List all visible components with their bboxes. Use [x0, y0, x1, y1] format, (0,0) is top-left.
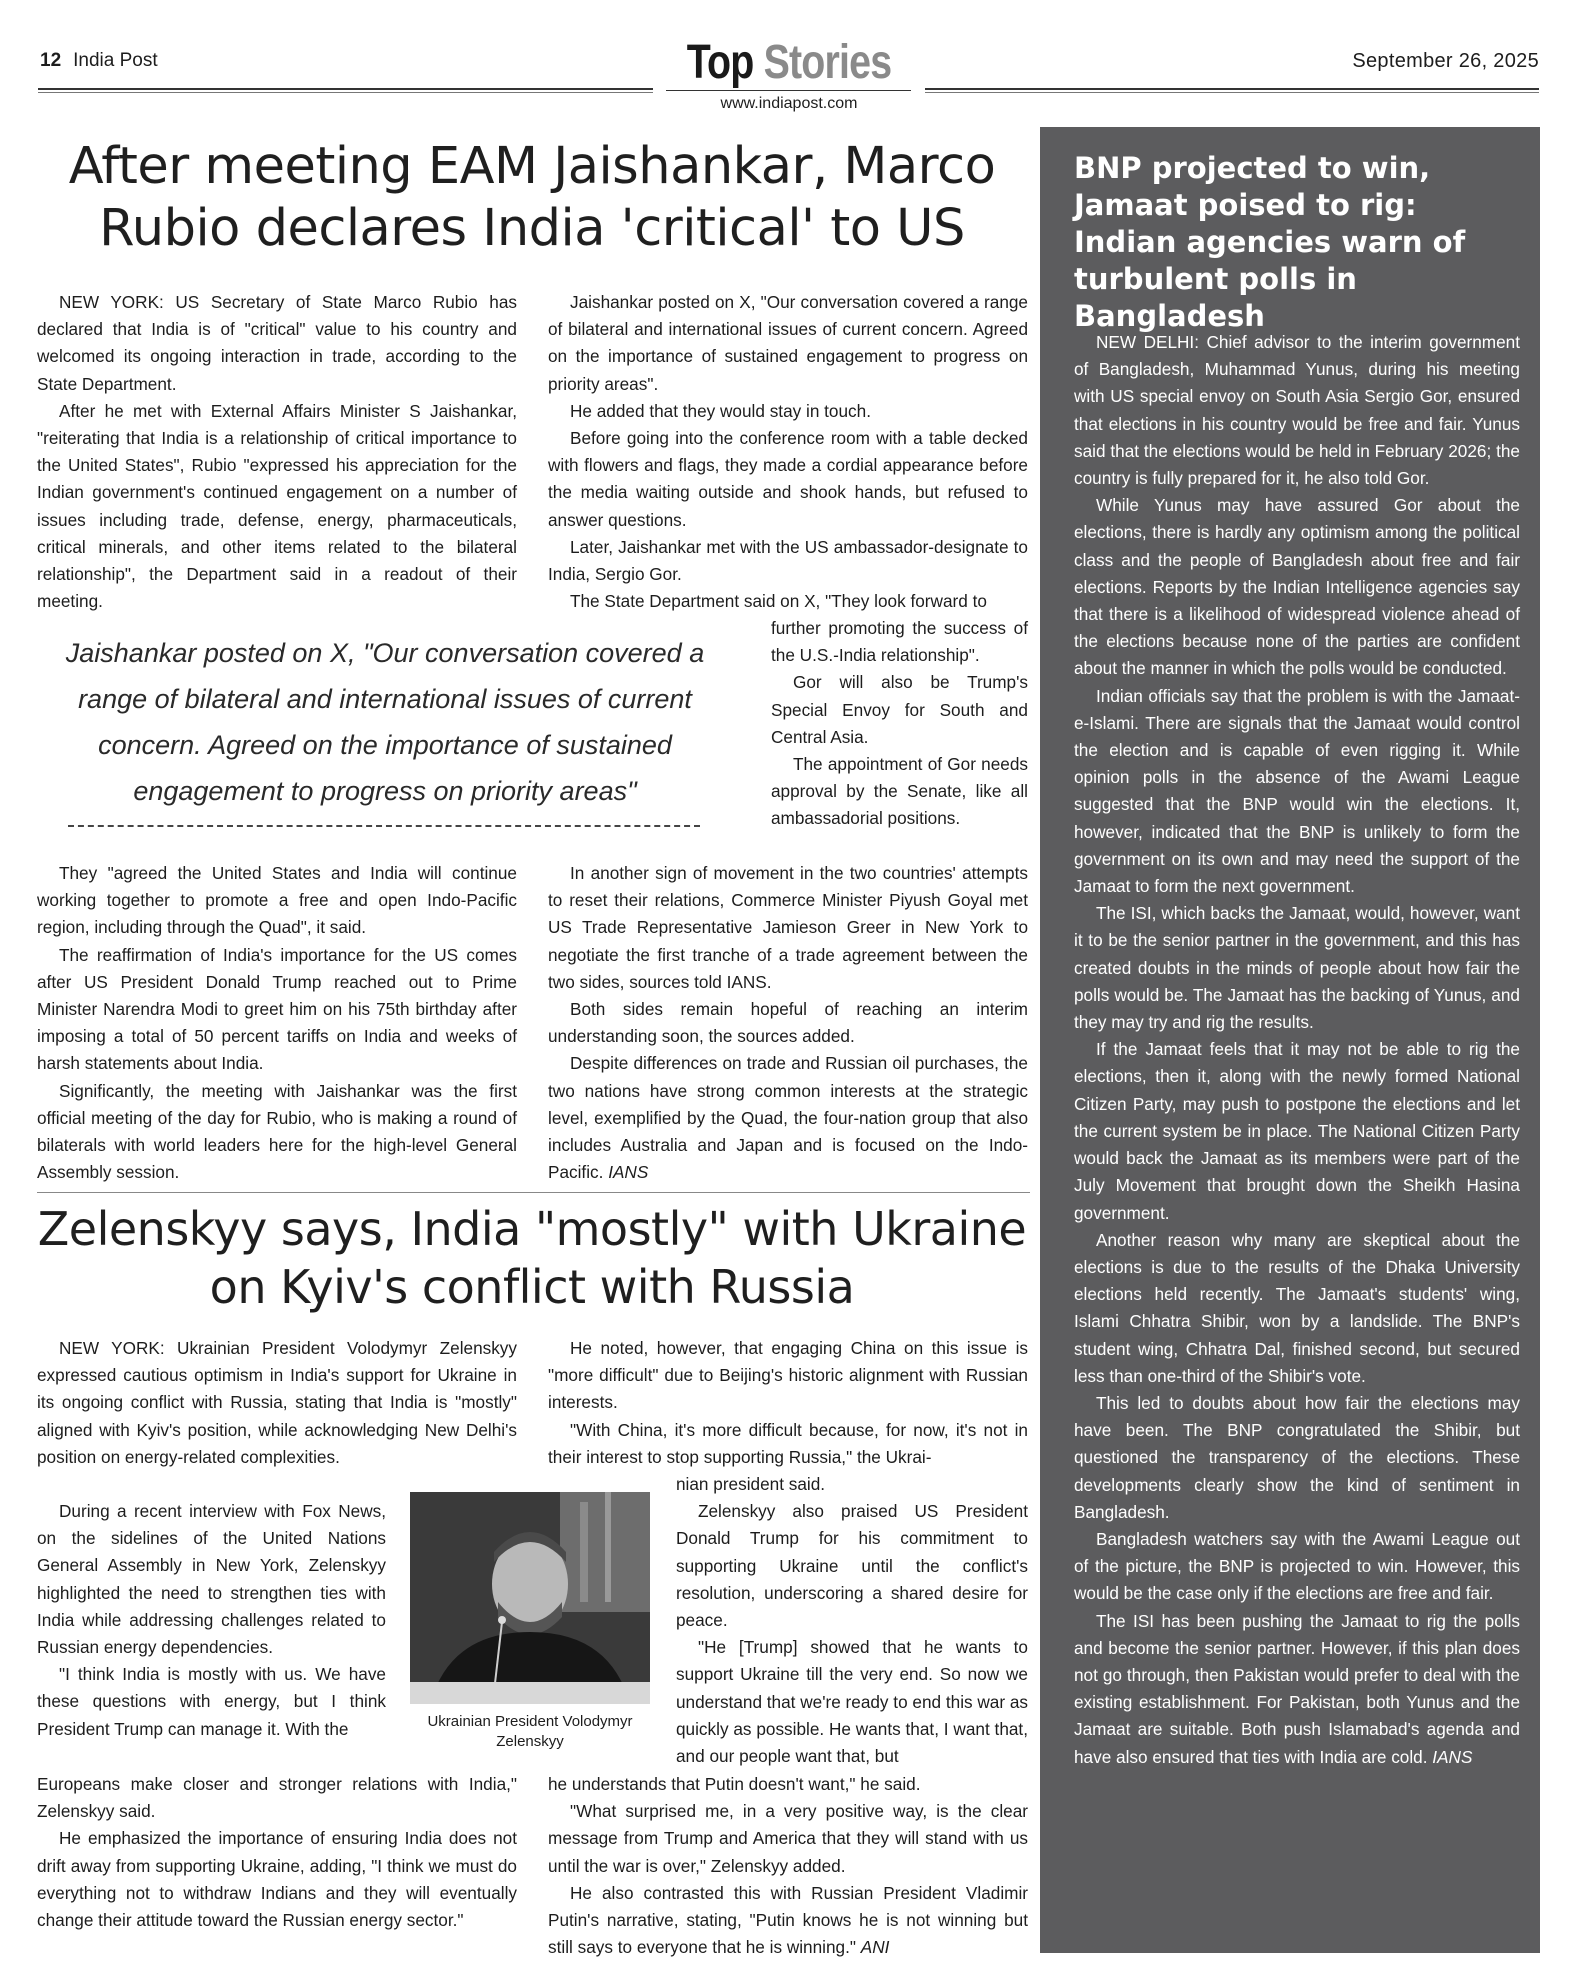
paragraph: NEW DELHI: Chief advisor to the interim government of Bangladesh, Muhammad Yunus, during his meeting with US special envoy on South Asia Sergio Gor, ensured that elections in his country would be free and fair. Yunus said that the elections would be held in February 2026; the country is fully prepared for it, he also told Gor.	[1074, 332, 1520, 489]
paragraph: The reaffirmation of India's importance for the US comes after US President Donald Trump reached out to Prime Minister Narendra Modi to greet him on his 75th birthday after imposing a total of 50 percent tariffs on India and weeks of harsh statements about India.	[37, 944, 517, 1074]
paragraph: Bangladesh watchers say with the Awami League out of the picture, the BNP is projected to win. However, this would be the case only if the elections are free and fair.	[1074, 1528, 1520, 1604]
sidebar-credit: IANS	[1432, 1746, 1473, 1767]
article2-col2-bottom	[548, 1771, 1028, 1961]
paragraph: The appointment of Gor needs approval by the Senate, like all ambassadorial positions.	[771, 754, 1028, 829]
brand-word-1: Top	[686, 36, 754, 89]
article1-col1-top	[37, 289, 517, 615]
article1-col2-bottom	[548, 860, 1028, 1186]
brand-word-2: Stories	[763, 36, 892, 89]
paragraph-text: He also contrasted this with Russian President Vladimir Putin's narrative, stating, "Putin knows he is not winning but still says to everyone that he is winning."	[548, 1882, 1028, 1958]
paragraph: Zelenskyy also praised US President Donald Trump for his commitment to supporting Ukraine until the conflict's resolution, underscoring a shared desire for peace.	[676, 1501, 1028, 1631]
paragraph-text: The ISI has been pushing the Jamaat to rig the polls and become the senior partner. However, if this plan does not go through, then Pakistan would prefer to deal with the existing establishment. For Pakistan, both Yunus and the Jamaat are suitable. Both push Islamabad's agenda and have also ensured that ties with India are cold.	[1074, 1610, 1520, 1767]
paragraph	[548, 1880, 1028, 1962]
paragraph-text: Despite differences on trade and Russian oil purchases, the two nations have strong common interests at the strategic level, exemplified by the Quad, the four-nation group that also includes Australia and Japan and is focused on the Indo-Pacific.	[548, 1053, 1028, 1183]
article1-headline-line1: After meeting EAM Jaishankar, Marco	[68, 137, 996, 196]
article1-credit: IANS	[608, 1162, 649, 1183]
paragraph: Gor will also be Trump's Special Envoy for South and Central Asia.	[771, 672, 1028, 747]
article2-headline	[32, 1200, 1032, 1316]
sidebar-headline: BNP projected to win, Jamaat poised to rig: Indian agencies warn of turbulent polls in Bangladesh	[1074, 151, 1466, 333]
paragraph: Both sides remain hopeful of reaching an interim understanding soon, the sources added.	[548, 999, 1028, 1047]
paragraph: This led to doubts about how fair the elections may have been. The BNP congratulated the Shibir, but questioned the transparency of the elections. These developments clearly show the kind of sentiment in Bangladesh.	[1074, 1392, 1520, 1522]
paragraph: After he met with External Affairs Minister S Jaishankar, "reiterating that India is a relationship of critical importance to the United States", Rubio "expressed his appreciation for the Indian government's continued engagement on a number of issues including trade, defense, energy, pharmaceuticals, critical minerals, and other items related to the bilateral relationship", the Department said in a readout of their meeting.	[37, 400, 517, 612]
page-number-label	[40, 50, 158, 72]
issue-date: September 26, 2025	[1352, 50, 1539, 72]
pull-quote: Jaishankar posted on X, "Our conversation covered a range of bilateral and international issues of current concern. Agreed on the importance of sustained engagement to progress on priority areas"	[65, 638, 705, 806]
zelenskyy-photo	[410, 1492, 650, 1704]
paragraph: They "agreed the United States and India will continue working together to promote a free and open Indo-Pacific region, including through the Quad", it said.	[37, 863, 517, 938]
article2-col1-bottom	[37, 1771, 517, 1934]
brand-underline	[666, 90, 911, 91]
paragraph: He emphasized the importance of ensuring India does not drift away from supporting Ukraine, adding, "I think we must do everything not to withdraw Indians and they will eventually change their attitude toward the Russian energy sector."	[37, 1828, 517, 1931]
article2-headline-line2: on Kyiv's conflict with Russia	[209, 1260, 855, 1314]
paragraph: further promoting the success of the U.S.-India relationship".	[771, 618, 1028, 666]
paragraph: In another sign of movement in the two countries' attempts to reset their relations, Commerce Minister Piyush Goyal met US Trade Representative Jamieson Greer in New York to negotiate the first tranche of a trade agreement between the two sides, sources told IANS.	[548, 863, 1028, 992]
paragraph: "He [Trump] showed that he wants to support Ukraine till the very end. So now we understand that we're ready to end this war as quickly as possible. He wants that, I want that, and our people want that, but	[676, 1637, 1029, 1767]
article2-col2-top	[548, 1335, 1028, 1471]
paragraph: "I think India is mostly with us. We have these questions with energy, but I think President Trump can manage it. With the	[37, 1664, 386, 1739]
paragraph: The ISI, which backs the Jamaat, would, however, want it to be the senior partner in the government, and this has created doubts in the minds of people about how fair the polls would be. The Jamaat has the backing of Yunus, and they may try and rig the results.	[1074, 903, 1520, 1033]
paragraph: Another reason why many are skeptical about the elections is due to the results of the Dhaka University elections held recently. The Jamaat's students' wing, Islami Chhatra Shibir, won by a landslide. The BNP's student wing, Chhatra Dal, finished second, but secured less than one-third of the Shibir's vote.	[1074, 1229, 1520, 1386]
website-link[interactable]: www.indiapost.com	[720, 95, 858, 112]
article2-col1-top	[37, 1335, 517, 1471]
paragraph	[548, 1050, 1028, 1186]
article2-headline-line1: Zelenskyy says, India "mostly" with Ukraine	[37, 1202, 1027, 1256]
section-brand	[685, 36, 893, 90]
photo-illustration	[410, 1492, 650, 1704]
article2-col2-narrow	[676, 1471, 1028, 1770]
article1-col2-narrow	[771, 615, 1028, 833]
paragraph	[1074, 1608, 1520, 1771]
paragraph: While Yunus may have assured Gor about the elections, there is hardly any optimism among the political class and the people of Bangladesh about free and fair elections. Reports by the Indian Intelligence agencies say that there is a likelihood of widespread violence ahead of the elections because none of the parties are confident about the manner in which the polls would be conducted.	[1074, 495, 1520, 679]
article2-col1-narrow	[37, 1498, 386, 1743]
paragraph: He noted, however, that engaging China on this issue is "more difficult" due to Beijing's historic alignment with Russian interests.	[548, 1338, 1028, 1413]
page-number: 12	[40, 50, 62, 71]
paragraph: NEW YORK: Ukrainian President Volodymyr Zelenskyy expressed cautious optimism in India's support for Ukraine in its ongoing conflict with Russia, stating that India is "mostly" aligned with Kyiv's position, while acknowledging New Delhi's position on energy-related complexities.	[37, 1338, 517, 1467]
paragraph: During a recent interview with Fox News, on the sidelines of the United Nations General Assembly in New York, Zelenskyy highlighted the need to strengthen ties with India while addressing challenges related to Russian energy dependencies.	[37, 1501, 386, 1658]
paragraph: he understands that Putin doesn't want," he said.	[548, 1774, 921, 1794]
header-rule-left	[38, 88, 653, 93]
publication-name: India Post	[73, 50, 158, 71]
article1-col1-bottom	[37, 860, 517, 1186]
sidebar-body	[1074, 329, 1520, 1771]
article1-headline	[32, 136, 1032, 260]
paragraph: "What surprised me, in a very positive way, is the clear message from Trump and America that they will stand with us until the war is over," Zelenskyy added.	[548, 1801, 1028, 1876]
article-divider	[37, 1192, 1030, 1193]
paragraph: nian president said.	[676, 1474, 826, 1494]
paragraph: Indian officials say that the problem is with the Jamaat-e-Islami. There are signals that the Jamaat would control the election and is capable of even rigging it. While opinion polls in the absence of the Awami League suggested that the BNP would win the elections. It, however, indicated that the BNP is unlikely to form the government on its own and may need the support of the Jamaat to form the next government.	[1074, 685, 1520, 897]
pull-quote-dashes	[68, 825, 700, 827]
paragraph: NEW YORK: US Secretary of State Marco Rubio has declared that India is of "critical" value to his country and welcomed its ongoing interaction in trade, according to the State Department.	[37, 292, 517, 394]
paragraph: Jaishankar posted on X, "Our conversation covered a range of bilateral and international issues of current concern. Agreed on the importance of sustained engagement to progress on priority areas".	[548, 292, 1028, 394]
article1-col2-top	[548, 289, 1028, 615]
paragraph: Significantly, the meeting with Jaishankar was the first official meeting of the day for Rubio, who is making a round of bilaterals with world leaders here for the high-level General Assembly session.	[37, 1080, 517, 1183]
paragraph: He added that they would stay in touch.	[570, 400, 871, 421]
header-rule-right	[925, 88, 1539, 93]
paragraph: If the Jamaat feels that it may not be able to rig the elections, then it, along with the newly formed National Citizen Party, may push to postpone the elections and let the current system be in place. The National Citizen Party would back the Jamaat as its members were part of the July Movement that brought down the Sheikh Hasina government.	[1074, 1039, 1520, 1223]
photo-caption: Ukrainian President Volodymyr Zelenskyy	[427, 1713, 633, 1750]
paragraph: Europeans make closer and stronger relations with India," Zelenskyy said.	[37, 1774, 517, 1822]
paragraph: The State Department said on X, "They look forward to	[570, 591, 987, 612]
article2-credit: ANI	[860, 1937, 890, 1958]
paragraph: Later, Jaishankar met with the US ambassador-designate to India, Sergio Gor.	[548, 536, 1028, 585]
article1-headline-line2: Rubio declares India 'critical' to US	[99, 199, 965, 258]
paragraph: Before going into the conference room with a table decked with flowers and flags, they made a cordial appearance before the media waiting outside and shook hands, but refused to answer questions.	[548, 428, 1028, 530]
paragraph: "With China, it's more difficult because, for now, it's not in their interest to stop supporting Russia," the Ukrai-	[548, 1419, 1028, 1467]
